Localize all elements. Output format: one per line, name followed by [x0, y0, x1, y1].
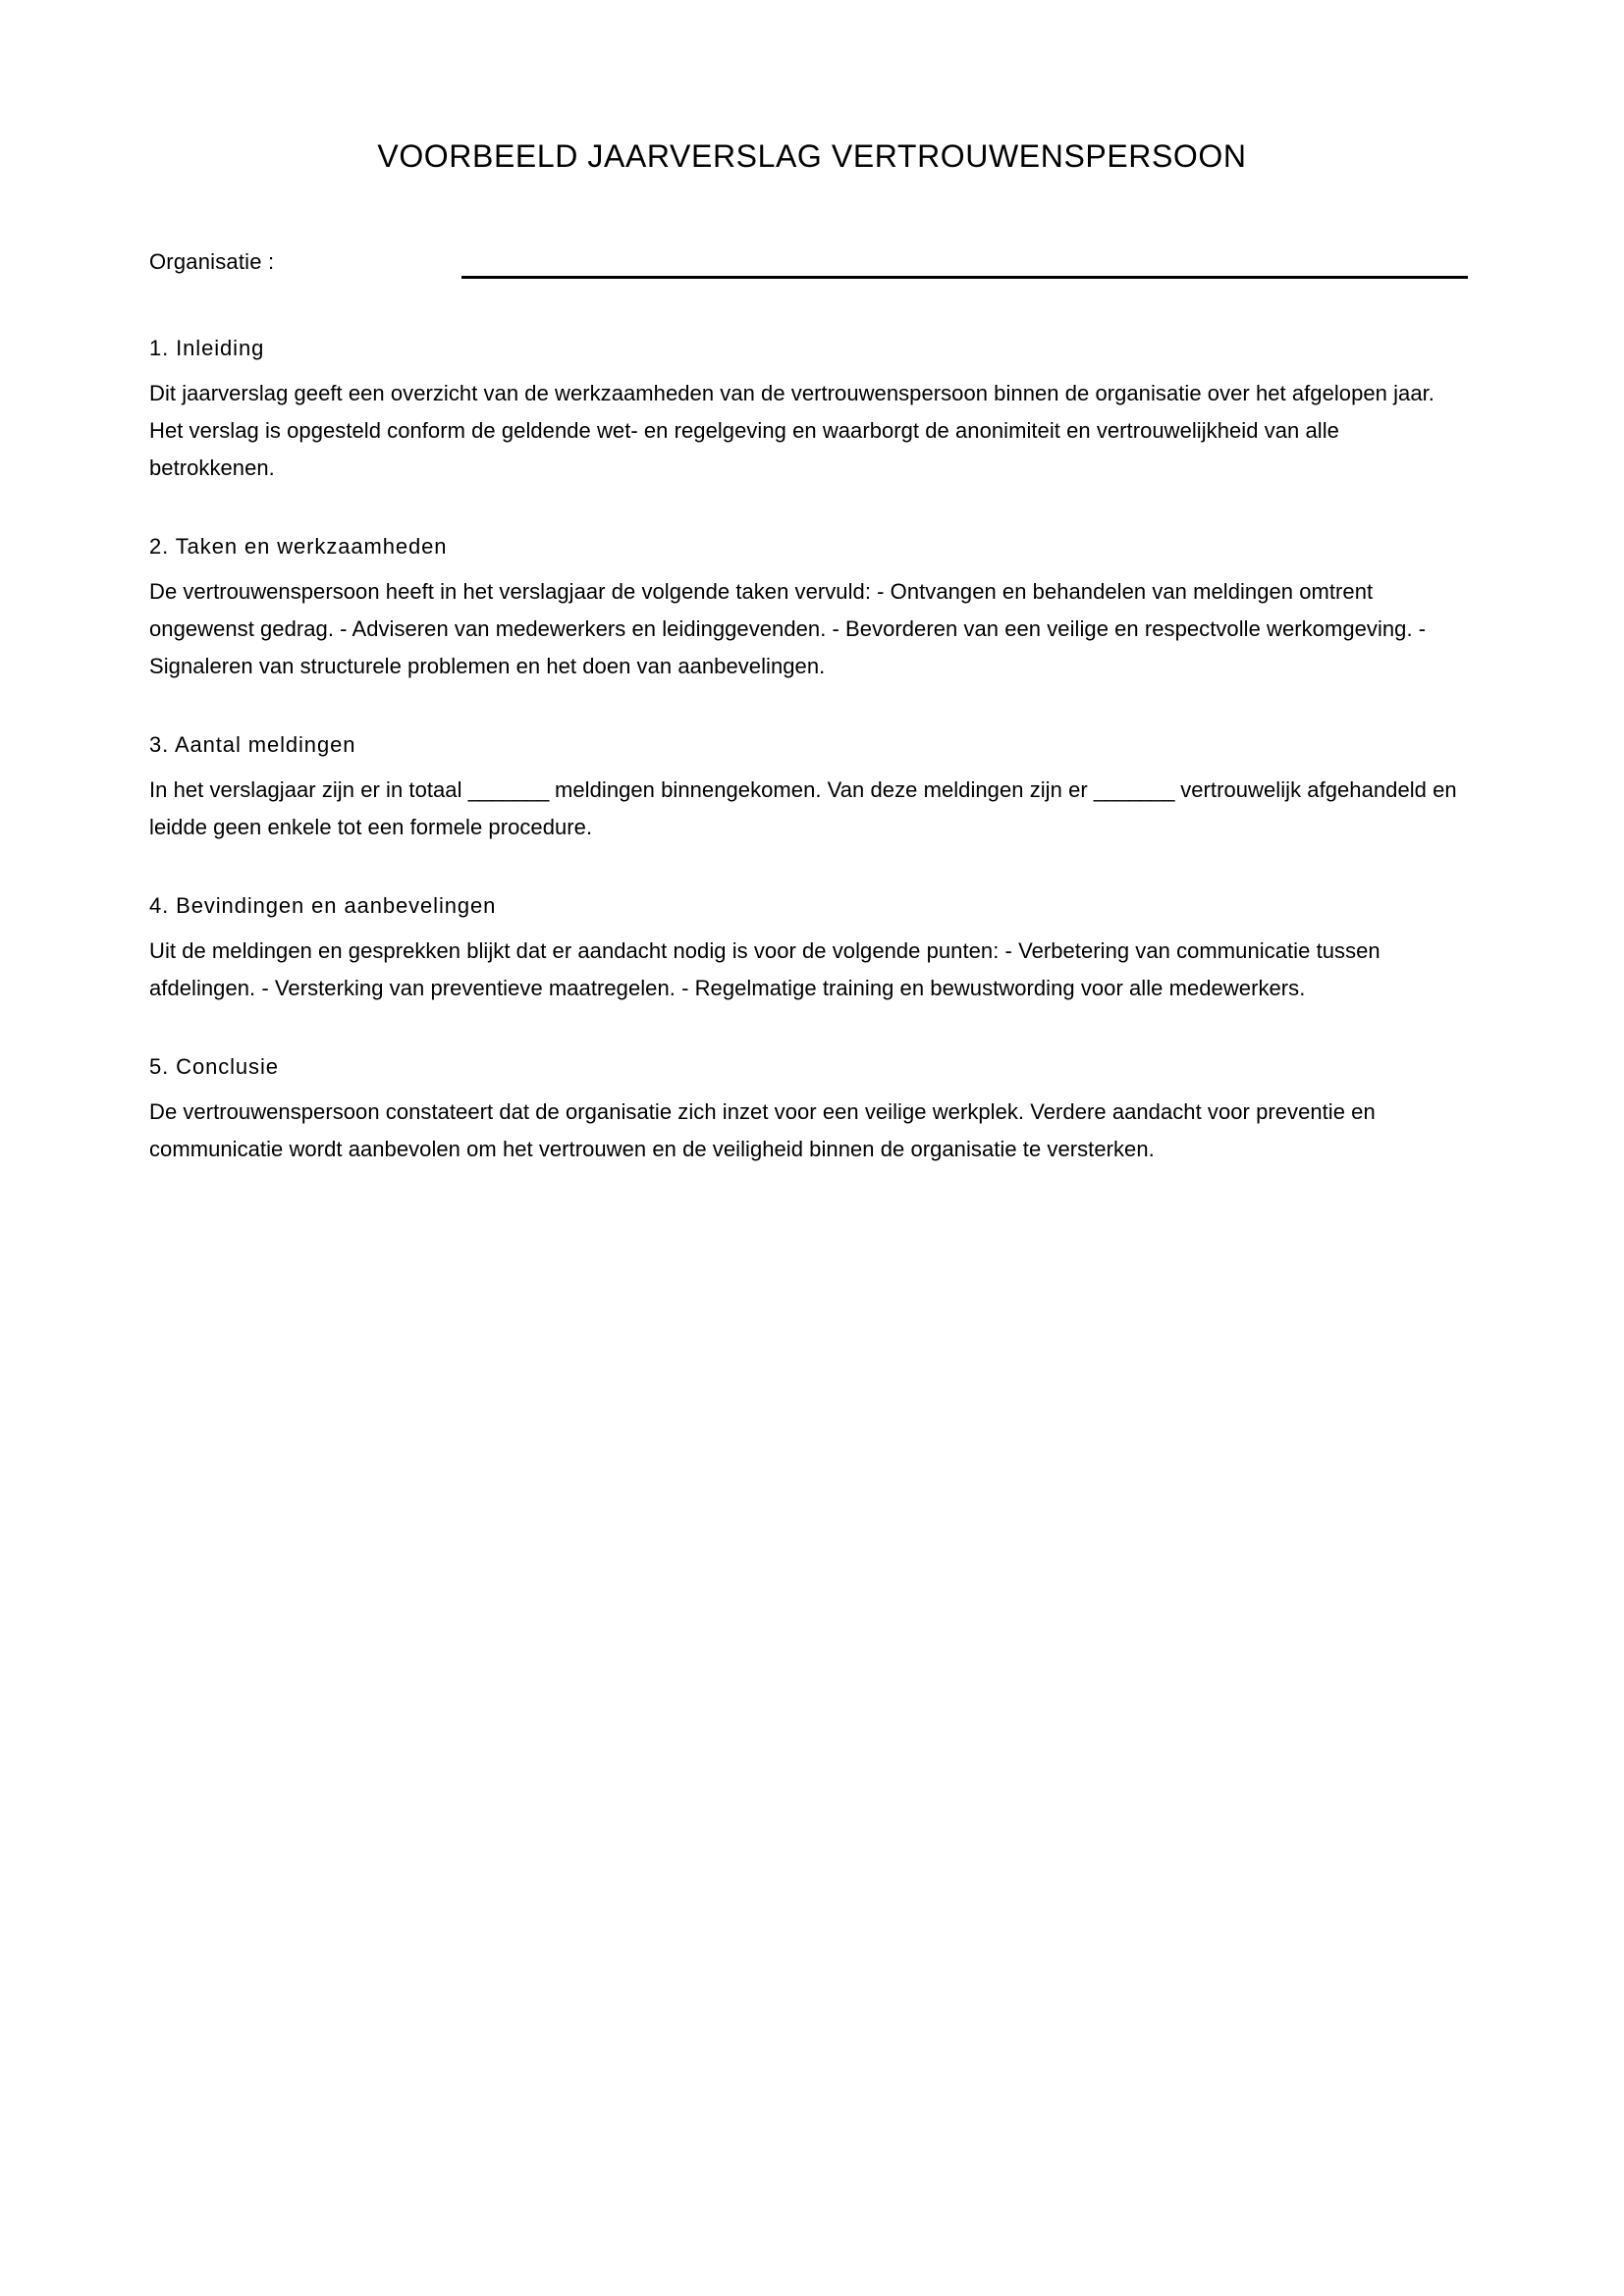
aantal-meldingen-blank-1[interactable]: _______	[467, 777, 549, 802]
section-heading-conclusie: 5. Conclusie	[149, 1054, 279, 1079]
section-heading-inleiding: 1. Inleiding	[149, 336, 265, 360]
section-taken-en-werkzaamheden	[149, 530, 1470, 685]
section-conclusie	[149, 1050, 1470, 1168]
organisation-field-row	[149, 247, 1475, 287]
section-body-bevindingen-en-aanbevelingen: Uit de meldingen en gesprekken blijkt dat er aandacht nodig is voor de volgende punten: - Verbetering van communicatie tussen afdelingen. - Versterking van preventieve maatregelen. - Regelmatige training en bewustwording voor alle medewerkers.	[149, 938, 1380, 1000]
section-heading-taken-en-werkzaamheden: 2. Taken en werkzaamheden	[149, 534, 448, 559]
organisation-input-rule[interactable]	[461, 276, 1468, 279]
aantal-meldingen-text-3: vertrouwelijk afgehandeld en leidde geen enkele tot een formele procedure.	[149, 777, 1457, 839]
section-aantal-meldingen	[149, 728, 1470, 846]
section-body-taken-en-werkzaamheden: De vertrouwenspersoon heeft in het verslagjaar de volgende taken vervuld: - Ontvangen en behandelen van meldingen omtrent ongewenst gedrag. - Adviseren van medewerkers en leidinggevenden. - Bevorderen van een veilige en respectvolle werkomgeving. - Signaleren van structurele problemen en het doen van aanbevelingen.	[149, 579, 1427, 678]
section-body-inleiding: Dit jaarverslag geeft een overzicht van de werkzaamheden van de vertrouwenspersoon binnen de organisatie over het afgelopen jaar. Het verslag is opgesteld conform de geldende wet- en regelgeving en waarborgt de anonimiteit en vertrouwelijkheid van alle betrokkenen.	[149, 381, 1435, 480]
organisation-label: Organisatie :	[149, 249, 275, 274]
section-body-aantal-meldingen	[149, 772, 1470, 846]
section-bevindingen-en-aanbevelingen	[149, 889, 1470, 1007]
page-title: VOORBEELD JAARVERSLAG VERTROUWENSPERSOON	[377, 138, 1247, 175]
section-body-conclusie: De vertrouwenspersoon constateert dat de organisatie zich inzet voor een veilige werkplek. Verdere aandacht voor preventie en communicatie wordt aanbevolen om het vertrouwen en de veiligheid binnen de organisatie te versterken.	[149, 1099, 1376, 1161]
document-body	[149, 332, 1470, 1168]
section-heading-bevindingen-en-aanbevelingen: 4. Bevindingen en aanbevelingen	[149, 893, 497, 918]
section-inleiding	[149, 332, 1470, 487]
aantal-meldingen-text-2: meldingen binnengekomen. Van deze meldingen zijn er	[548, 777, 1094, 802]
aantal-meldingen-text-1: In het verslagjaar zijn er in totaal	[149, 777, 468, 802]
section-heading-aantal-meldingen: 3. Aantal meldingen	[149, 732, 356, 757]
aantal-meldingen-blank-2[interactable]: _______	[1093, 777, 1175, 802]
